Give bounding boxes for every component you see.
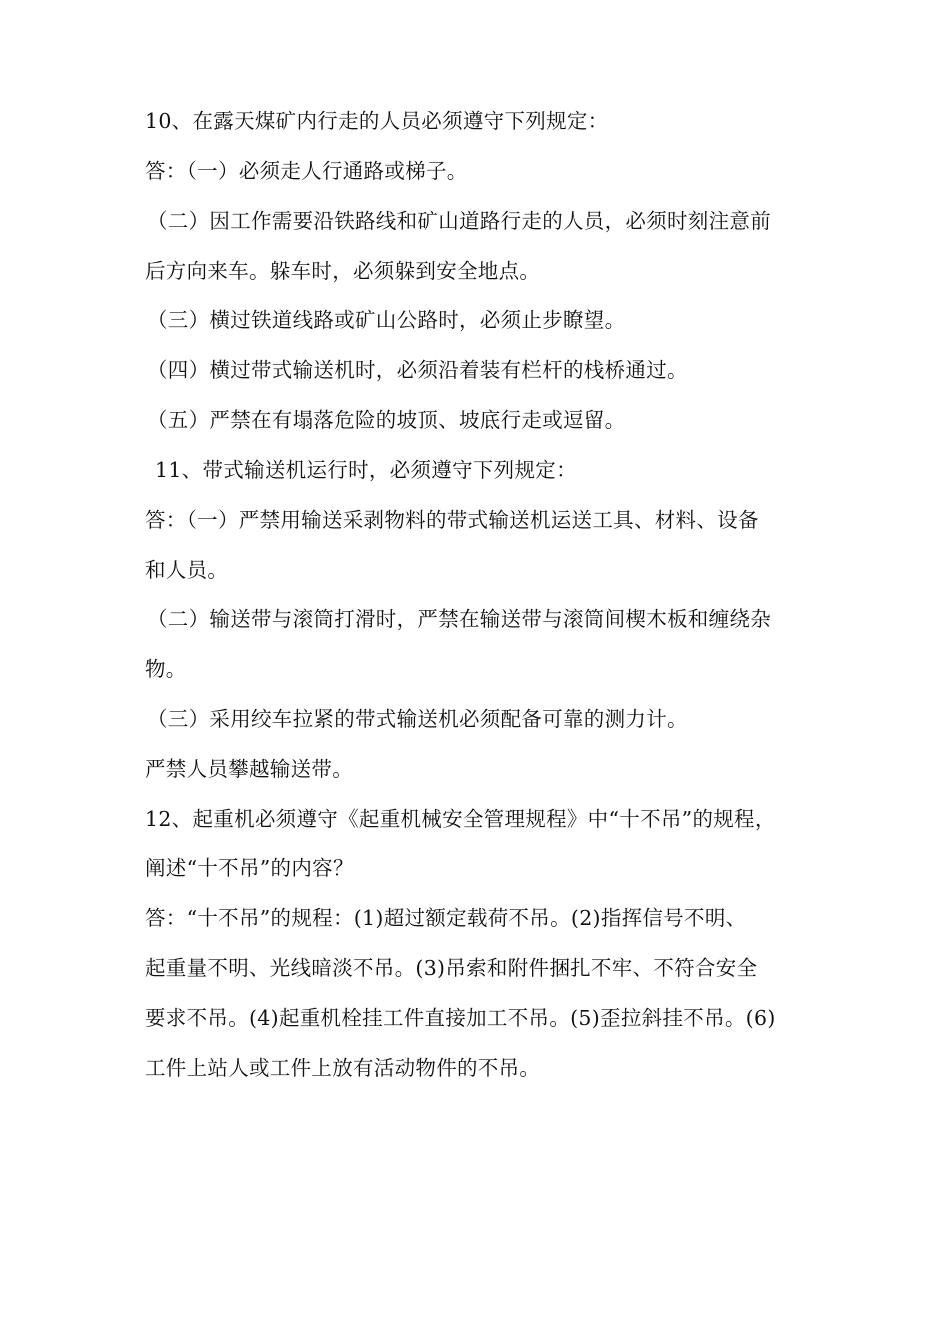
- answer-10-item-2: （二）因工作需要沿铁路线和矿山道路行走的人员，必须时刻注意前: [147, 209, 771, 233]
- answer-12-line-2: 起重量不明、光线暗淡不吊。(3)吊索和附件捆扎不牢、不符合安全: [145, 956, 758, 980]
- answer-10-item-1: 答：（一）必须走人行通路或梯子。: [145, 159, 468, 183]
- answer-11-item-1-cont: 和人员。: [145, 558, 229, 582]
- answer-11-note: 严禁人员攀越输送带。: [145, 757, 353, 781]
- answer-11-item-2: （二）输送带与滚筒打滑时，严禁在输送带与滚筒间楔木板和缠绕杂: [147, 607, 771, 631]
- answer-12-line-3: 要求不吊。(4)起重机栓挂工件直接加工不吊。(5)歪拉斜挂不吊。(6): [145, 1006, 776, 1030]
- answer-10-item-4: （四）横过带式输送机时，必须沿着装有栏杆的栈桥通过。: [147, 358, 688, 382]
- answer-11-item-3: （三）采用绞车拉紧的带式输送机必须配备可靠的测力计。: [147, 707, 688, 731]
- question-10: 10、在露天煤矿内行走的人员必须遵守下列规定：: [145, 109, 609, 133]
- answer-10-item-2-cont: 后方向来车。躲车时，必须躲到安全地点。: [145, 259, 541, 283]
- answer-11-item-2-cont: 物。: [145, 657, 187, 681]
- answer-10-item-5: （五）严禁在有塌落危险的坡顶、坡底行走或逗留。: [147, 408, 626, 432]
- answer-11-item-1: 答：（一）严禁用输送采剥物料的带式输送机运送工具、材料、设备: [145, 508, 759, 532]
- answer-12-line-1: 答：“十不吊”的规程：(1)超过额定载荷不吊。(2)指挥信号不明、: [145, 906, 747, 930]
- question-12: 12、起重机必须遵守《起重机械安全管理规程》中“十不吊”的规程，: [145, 807, 776, 831]
- question-12-cont: 阐述“十不吊”的内容？: [145, 856, 354, 880]
- answer-10-item-3: （三）横过铁道线路或矿山公路时，必须止步瞭望。: [147, 308, 626, 332]
- question-11: 11、带式输送机运行时，必须遵守下列规定：: [155, 458, 577, 482]
- answer-12-line-4: 工件上站人或工件上放有活动物件的不吊。: [145, 1056, 541, 1080]
